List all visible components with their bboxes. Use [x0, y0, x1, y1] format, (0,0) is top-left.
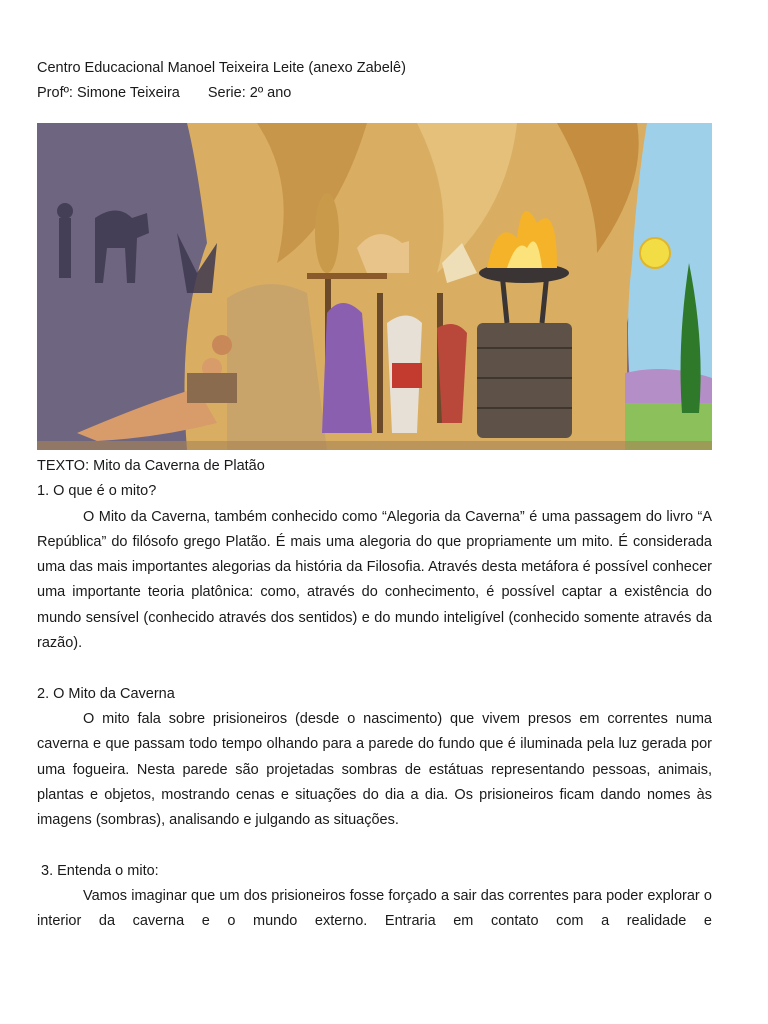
sun	[640, 238, 670, 268]
document-body	[37, 454, 712, 935]
grade-label: Serie: 2º ano	[207, 85, 292, 101]
spacer	[37, 656, 712, 681]
spacer	[37, 833, 712, 858]
teacher-grade-line	[37, 81, 712, 106]
section-paragraph-3: Vamos imaginar que um dos prisioneiros fosse forçado a sair das correntes para poder explorar o interior da caverna e o mundo externo. Entraria em contato com a realidade e	[37, 888, 712, 930]
school-name: Centro Educacional Manoel Teixeira Leite (anexo Zabelê)	[37, 60, 406, 76]
text-title: TEXTO: Mito da Caverna de Platão	[37, 458, 265, 474]
section-heading-3: 3. Entenda o mito:	[41, 862, 159, 879]
teacher-name: Profº: Simone Teixeira	[37, 85, 180, 101]
section-paragraph-1: O Mito da Caverna, também conhecido como “Alegoria da Caverna” é uma passagem do livro “A República” do filósofo grego Platão. É mais uma alegoria do que propriamente um mito. É considerada uma das mais importantes alegorias da história da Filosofia. Através desta metáfora é possível conhecer uma importante teoria platônica: como, através do conhecimento, é possível captar a existência do mundo sensível (conhecido através dos sentidos) e do mundo inteligível (conhecido somente através da razão).	[37, 508, 712, 652]
document-page	[37, 56, 712, 935]
section-heading-1: 1. O que é o mito?	[37, 483, 157, 500]
section-paragraph-2: O mito fala sobre prisioneiros (desde o nascimento) que vivem presos em correntes numa caverna e que passam todo tempo olhando para a parede do fundo que é iluminada pela luz gerada por uma fogueira. Nesta parede são projetadas sombras de estátuas representando pessoas, animais, plantas e objetos, mostrando cenas e situações do dia a dia. Os prisioneiros ficam dando nomes às imagens (sombras), analisando e julgando as situações.	[37, 710, 712, 829]
cave-allegory-illustration	[37, 123, 712, 450]
section-heading-2: 2. O Mito da Caverna	[37, 685, 175, 702]
